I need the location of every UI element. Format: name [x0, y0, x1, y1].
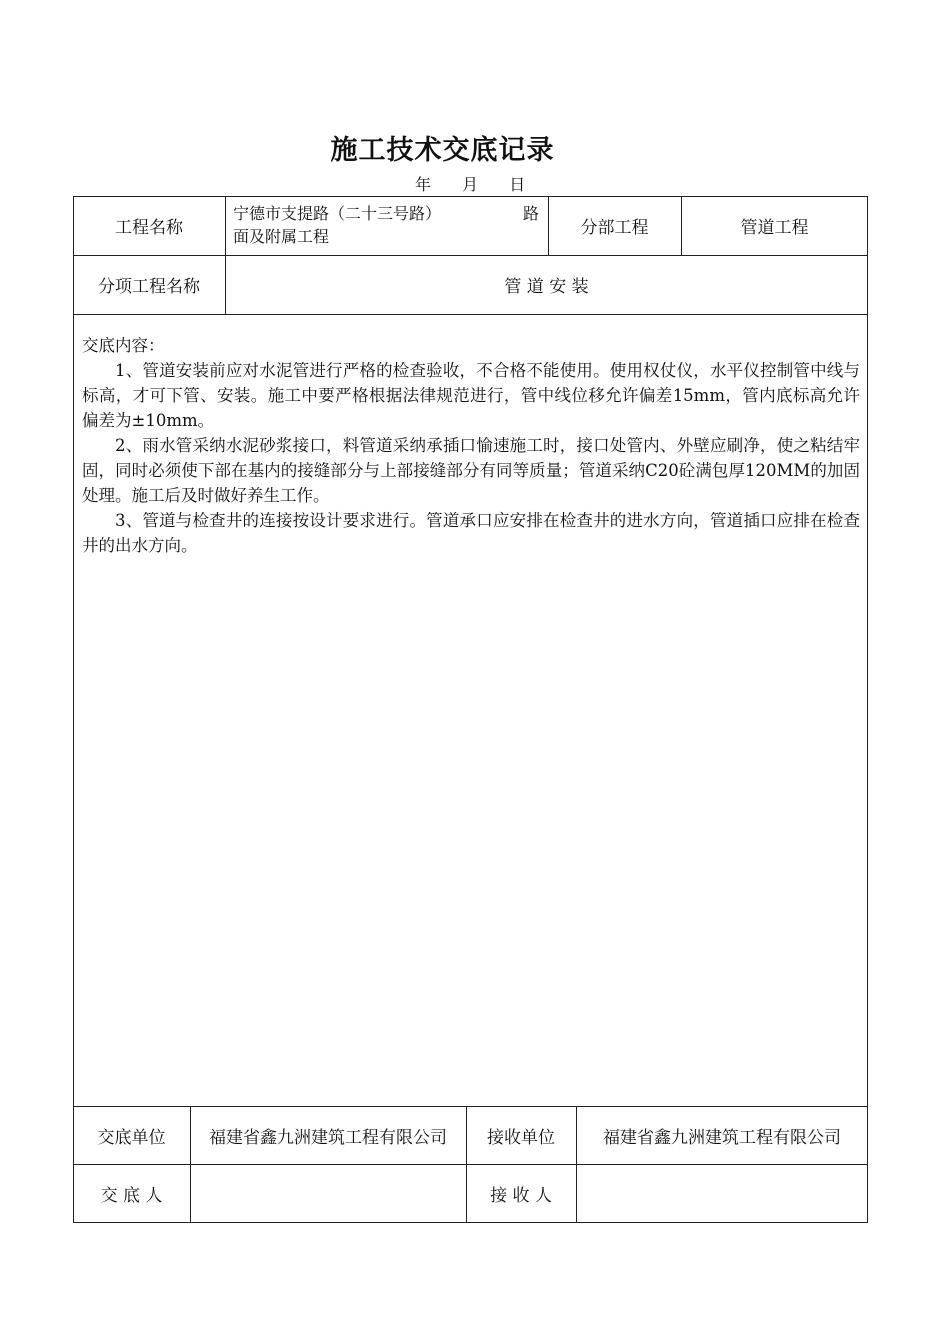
issuer-unit-label: 交底单位 — [97, 1127, 166, 1148]
project-name-line1: 宁德市支提路（二十三号路） — [233, 204, 442, 223]
project-name-line1-tail: 路 — [522, 204, 539, 223]
receiver-unit-label: 接收单位 — [487, 1127, 555, 1148]
issuer-person-value — [190, 1164, 466, 1223]
content-heading: 交底内容： — [82, 336, 165, 355]
project-name-label: 工程名称 — [115, 218, 183, 238]
subitem-value: 管 道 安 装 — [504, 277, 589, 297]
division-value: 管道工程 — [740, 218, 809, 238]
content-paragraph-3: 3、管道与检查井的连接按设计要求进行。管道承口应安排在检查井的进水方向，管道插口应排在检查井的出水方向。 — [82, 511, 860, 555]
date-year: 年 — [415, 175, 432, 194]
receiver-person-value — [576, 1164, 868, 1223]
subitem-label: 分项工程名称 — [98, 277, 200, 297]
content-paragraph-2: 2、雨水管采纳水泥砂浆接口，料管道采纳承插口愉速施工时，接口处管内、外壁应刷净，使之粘结牢固，同时必须使下部在基内的接缝部分与上部接缝部分有同等质量；管道采纳C20砼满包厚120MM的加固处理。施工后及时做好养生工作。 — [82, 436, 860, 505]
briefing-content — [82, 333, 860, 558]
date-month: 月 — [462, 175, 479, 194]
date-day: 日 — [509, 175, 526, 194]
date-line — [415, 172, 551, 195]
content-paragraph-1: 1、管道安装前应对水泥管进行严格的检查验收，不合格不能使用。使用权仗仪，水平仪控制管中线与标高，才可下管、安装。施工中要严格根据法律规范进行，管中线位移允许偏差15mm，管内底标高允许偏差为±10mm。 — [82, 361, 860, 430]
division-label: 分部工程 — [580, 218, 649, 238]
project-name-line2: 面及附属工程 — [233, 227, 330, 246]
issuer-person-label: 交 底 人 — [100, 1186, 163, 1206]
issuer-unit-value: 福建省鑫九洲建筑工程有限公司 — [209, 1127, 447, 1148]
receiver-person-label: 接 收 人 — [490, 1186, 552, 1206]
document-title: 施工技术交底记录 — [330, 135, 555, 166]
receiver-unit-value: 福建省鑫九洲建筑工程有限公司 — [603, 1127, 841, 1148]
row-divider — [73, 314, 868, 315]
project-name-value — [233, 202, 539, 248]
